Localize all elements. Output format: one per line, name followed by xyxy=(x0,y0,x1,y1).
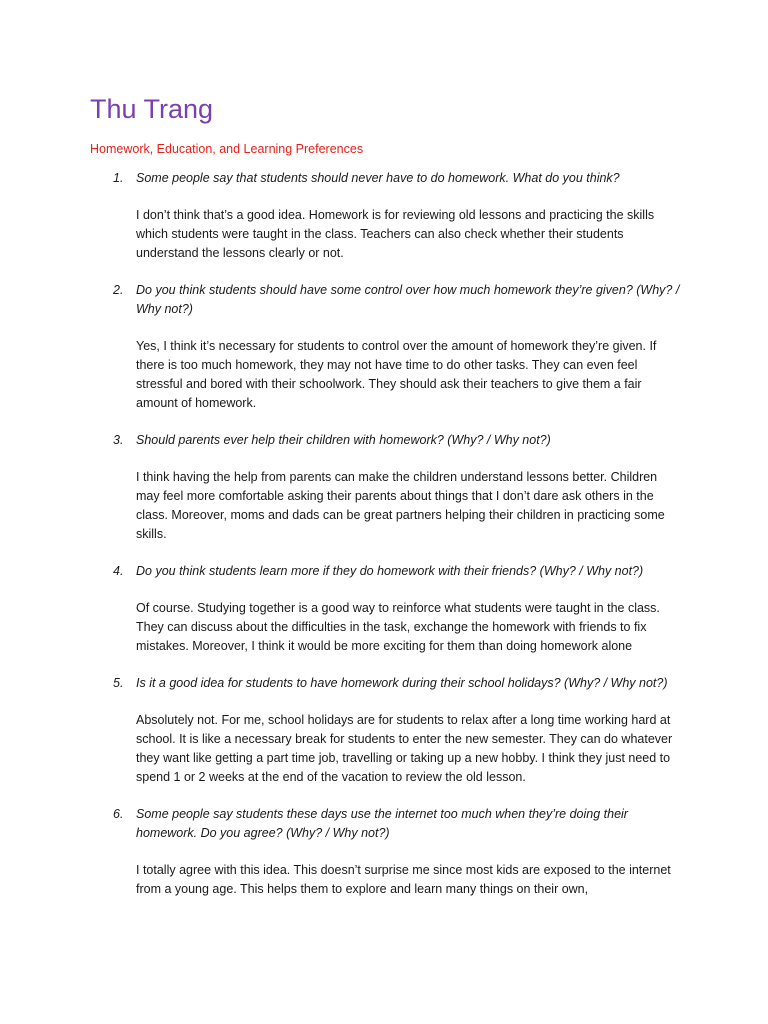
answer-text: I don’t think that’s a good idea. Homework is for reviewing old lessons and practicing the skills which students were taught in the class. Teachers can also check whether their students understand the lessons clearly or not. xyxy=(136,208,655,260)
answer-text: I totally agree with this idea. This doesn’t surprise me since most kids are exposed to the internet from a young age. This helps them to explore and learn many things on their own, xyxy=(136,863,671,896)
question-text: Some people say students these days use the internet too much when they’re doing their homework. Do you agree? (Why? / Why not?) xyxy=(136,807,628,840)
question-number: 2. xyxy=(113,283,124,297)
question-number: 3. xyxy=(113,433,124,447)
question-item-3 xyxy=(0,431,768,544)
question-text: Do you think students should have some control over how much homework they’re given? (Why? / Why not?) xyxy=(136,283,680,316)
document-subtitle: Homework, Education, and Learning Preferences xyxy=(90,142,364,156)
question-item-1 xyxy=(0,169,768,263)
question-number: 4. xyxy=(113,564,124,578)
question-number: 5. xyxy=(113,676,124,690)
question-list xyxy=(0,169,768,917)
question-item-5 xyxy=(0,674,768,787)
answer-text: Of course. Studying together is a good way to reinforce what students were taught in the class. They can discuss about the difficulties in the task, exchange the homework with friends to fix mistakes. Moreover, I think it would be more exciting for them than doing homework alone xyxy=(136,601,660,653)
answer-text: Yes, I think it’s necessary for students to control over the amount of homework they’re given. If there is too much homework, they may not have time to do other tasks. They can even feel stressful and bored with their schoolwork. They should ask their teachers to give them a fair amount of homework. xyxy=(136,339,657,410)
question-text: Should parents ever help their children with homework? (Why? / Why not?) xyxy=(136,433,551,447)
answer-text: Absolutely not. For me, school holidays are for students to relax after a long time working hard at school. It is like a necessary break for students to enter the new semester. They can do whatever they want like getting a part time job, travelling or taking up a new hobby. I think they just need to spend 1 or 2 weeks at the end of the vacation to review the old lesson. xyxy=(136,713,673,784)
question-text: Some people say that students should never have to do homework. What do you think? xyxy=(136,171,620,185)
question-item-4 xyxy=(0,562,768,656)
question-item-6 xyxy=(0,805,768,899)
question-number: 1. xyxy=(113,171,124,185)
question-number: 6. xyxy=(113,807,124,821)
document-title: Thu Trang xyxy=(90,94,214,124)
answer-text: I think having the help from parents can make the children understand lessons better. Children may feel more comfortable asking their parents about things that I don’t dare ask others in the class. Moreover, moms and dads can be great partners helping their children in practicing some skills. xyxy=(136,470,665,541)
question-text: Is it a good idea for students to have homework during their school holidays? (Why? / Why not?) xyxy=(136,676,668,690)
question-text: Do you think students learn more if they do homework with their friends? (Why? / Why not?) xyxy=(136,564,644,578)
question-item-2 xyxy=(0,281,768,413)
